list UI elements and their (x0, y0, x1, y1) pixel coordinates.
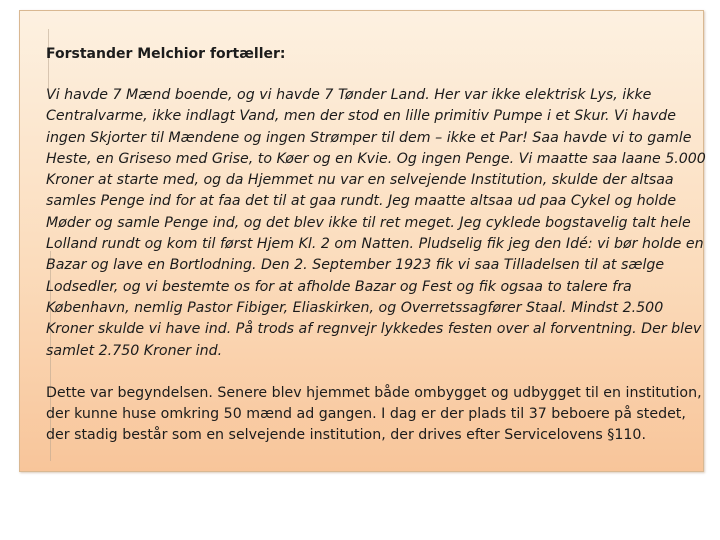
text-box (19, 10, 704, 472)
text-content (46, 45, 706, 447)
closing-line: der stadig består som en selvejende institution, der drives efter Servicelovens §110. (46, 427, 646, 444)
quote-line: Lolland rundt og kom til først Hjem Kl. 2 om Natten. Pludselig fik jeg den Idé: vi bør holde en (46, 236, 704, 253)
quote-line: Møder og samle Penge ind, og det blev ikke til ret meget. Jeg cyklede bogstavelig talt hele (46, 214, 691, 231)
quote-line: Heste, en Griseso med Grise, to Køer og en Kvie. Og ingen Penge. Vi maatte saa laane 5.000 (46, 150, 706, 167)
closing-paragraph (46, 383, 706, 447)
quote-line: ingen Skjorter til Mændene og ingen Strømper til dem – ikke et Par! Saa havde vi to gamle (46, 129, 692, 146)
quote-line: Kroner skulde vi have ind. På trods af regnvejr lykkedes festen over al forventning. Der blev (46, 321, 702, 338)
quote-line: samlet 2.750 Kroner ind. (46, 342, 223, 359)
quote-line: Lodsedler, og vi bestemte os for at afholde Bazar og Fest og fik ogsaa to talere fra (46, 278, 632, 295)
quote-line: samles Penge ind for at faa det til at gaa rundt. Jeg maatte altsaa ud paa Cykel og holde (46, 193, 677, 210)
closing-line: der kunne huse omkring 50 mænd ad gangen. I dag er der plads til 37 beboere på stedet, (46, 406, 686, 423)
quote-line: Kroner at starte med, og da Hjemmet nu var en selvejende Institution, skulde der altsaa (46, 172, 674, 189)
quote-line: Vi havde 7 Mænd boende, og vi havde 7 Tønder Land. Her var ikke elektrisk Lys, ikke (46, 87, 652, 103)
quote-line: Centralvarme, ikke indlagt Vand, men der stod en lille primitiv Pumpe i et Skur. Vi havde (46, 108, 676, 125)
closing-line: Dette var begyndelsen. Senere blev hjemmet både ombygget og udbygget til en institution, (46, 384, 702, 401)
quote-paragraph (46, 85, 706, 362)
heading: Forstander Melchior fortæller: (46, 46, 286, 62)
quote-line: København, nemlig Pastor Fibiger, Eliaskirken, og Overretssagfører Staal. Mindst 2.500 (46, 299, 664, 316)
quote-line: Bazar og lave en Bortlodning. Den 2. September 1923 fik vi saa Tilladelsen til at sælge (46, 257, 665, 274)
